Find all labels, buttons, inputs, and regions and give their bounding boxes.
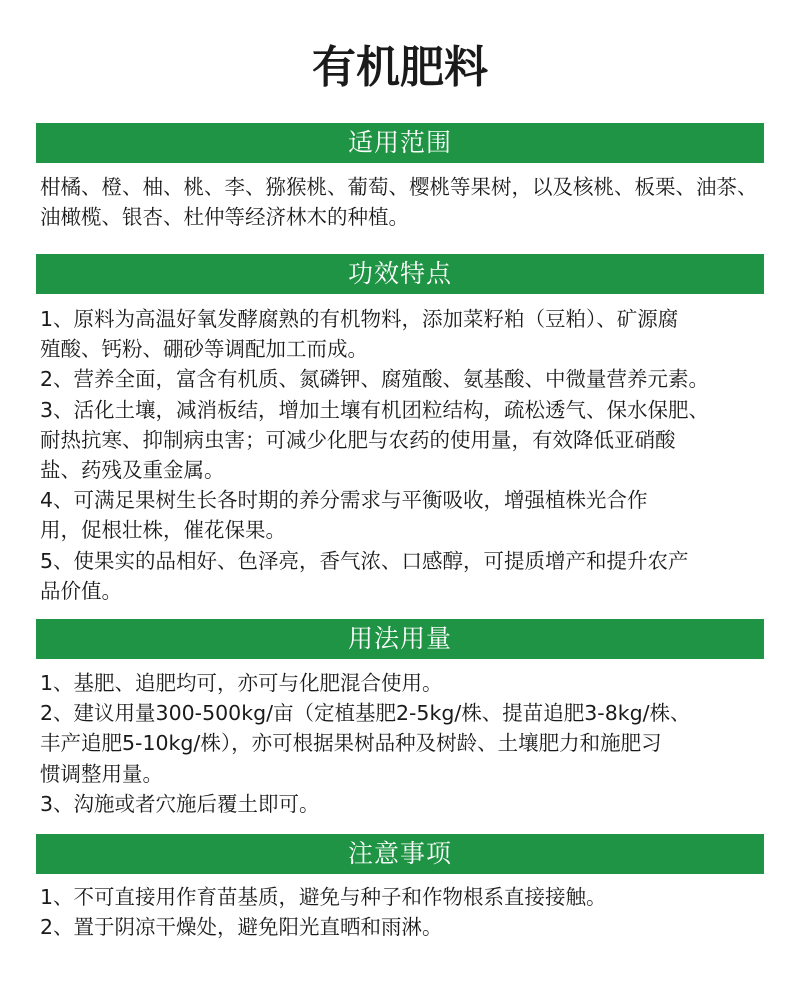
text-line: 1、不可直接用作育苗基质，避免与种子和作物根系直接接触。: [40, 885, 607, 909]
text-line: 1、原料为高温好氧发酵腐熟的有机物料，添加菜籽粕（豆粕）、矿源腐: [40, 307, 679, 331]
text-line: 用，促根壮株，催花保果。: [40, 518, 286, 543]
text-line: 耐热抗寒、抑制病虫害；可减少化肥与农药的使用量，有效降低亚硝酸: [40, 427, 676, 452]
section-header-effect: 功效特点: [36, 254, 764, 294]
text-line: 4、可满足果树生长各时期的养分需求与平衡吸收，增强植株光合作: [40, 488, 648, 513]
page-title: 有机肥料: [312, 42, 488, 93]
section-header-scope: 适用范围: [36, 123, 764, 163]
section-header-notice: 注意事项: [36, 834, 764, 874]
section-header-usage: 用法用量: [36, 619, 764, 659]
section-body-usage: [40, 668, 760, 819]
text-line: 惯调整用量。: [40, 761, 163, 786]
text-line: 柑橘、橙、柚、桃、李、猕猴桃、葡萄、樱桃等果树，以及核桃、板栗、油茶、: [40, 175, 758, 199]
text-line: 1、基肥、追肥均可，亦可与化肥混合使用。: [40, 671, 443, 695]
text-line: 2、营养全面，富含有机质、氮磷钾、腐殖酸、氨基酸、中微量营养元素。: [40, 367, 710, 392]
text-line: 2、置于阴凉干燥处，避免阳光直晒和雨淋。: [40, 915, 443, 940]
text-line: 殖酸、钙粉、硼砂等调配加工而成。: [40, 337, 368, 362]
text-line: 油橄榄、银杏、杜仲等经济林木的种植。: [40, 205, 409, 230]
text-line: 2、建议用量300-500kg/亩（定植基肥2-5kg/株、提苗追肥3-8kg/株、: [40, 701, 691, 726]
section-body-scope: [40, 172, 760, 232]
text-line: 品价值。: [40, 578, 122, 603]
text-line: 5、使果实的品相好、色泽亮，香气浓、口感醇，可提质增产和提升农产: [40, 548, 689, 573]
text-line: 3、沟施或者穴施后覆土即可。: [40, 791, 320, 816]
text-line: 盐、药残及重金属。: [40, 458, 225, 483]
section-body-effect: [40, 304, 760, 606]
section-body-notice: [40, 882, 760, 942]
text-line: 3、活化土壤，减消板结，增加土壤有机团粒结构，疏松透气、保水保肥、: [40, 397, 710, 422]
text-line: 丰产追肥5-10kg/株），亦可根据果树品种及树龄、土壤肥力和施肥习: [40, 731, 662, 756]
